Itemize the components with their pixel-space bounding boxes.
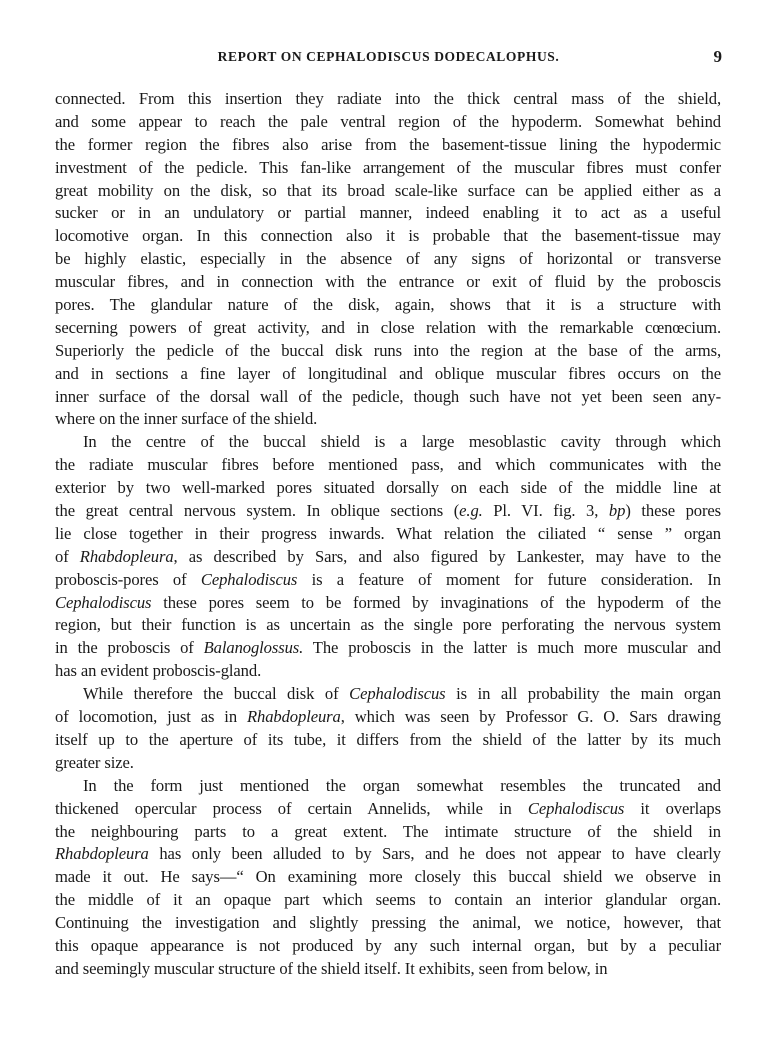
text-line (55, 340, 721, 363)
text-segment: ) these pores (625, 501, 722, 521)
text-line (55, 912, 721, 935)
text-line (55, 866, 721, 889)
text-segment: region, but their function is as uncertain as the single pore perforating the nervous system (55, 615, 721, 635)
text-segment: inner surface of the dorsal wall of the pedicle, though such have not yet been seen any- (55, 386, 721, 406)
text-line (55, 637, 721, 660)
text-line (55, 363, 721, 386)
italic-term: Cephalodiscus (200, 569, 298, 589)
text-line (55, 775, 721, 798)
italic-term: e.g. (459, 501, 483, 521)
text-segment: , as described by Sars, and also figured by Lankester, may have to the (173, 546, 722, 566)
italic-term: Rhabdopleura (246, 707, 341, 727)
text-segment: the middle of it an opaque part which seems to contain an interior glandular organ. (55, 890, 721, 910)
text-line (55, 157, 721, 180)
text-segment: , which was seen by Professor G. O. Sars drawing (340, 707, 721, 727)
italic-term: Balanoglossus. (203, 638, 304, 658)
text-line (55, 752, 721, 775)
text-segment: of locomotion, just as in (55, 707, 247, 727)
italic-term: Cephalodiscus (349, 684, 446, 704)
text-segment: in the proboscis of (55, 638, 204, 658)
text-segment: where on the inner surface of the shield. (55, 409, 318, 429)
text-segment: Pl. VI. fig. 3, (482, 501, 609, 521)
text-line (55, 431, 721, 454)
text-line (55, 843, 721, 866)
italic-term: Rhabdopleura (55, 844, 149, 864)
text-line (55, 523, 721, 546)
text-line (55, 706, 721, 729)
text-segment: has only been alluded to by Sars, and he does not appear to have clearly (148, 844, 721, 864)
text-segment: this opaque appearance is not produced by any such internal organ, but by a peculiar (55, 935, 721, 955)
italic-term: Cephalodiscus (55, 592, 152, 612)
text-segment: pores. The glandular nature of the disk, again, shows that it is a structure with (55, 295, 721, 315)
text-line (55, 408, 721, 431)
text-segment: and some appear to reach the pale ventral region of the hypoderm. Somewhat behind (55, 111, 721, 131)
paragraph (55, 431, 721, 683)
text-segment: of (55, 546, 80, 566)
text-line (55, 683, 721, 706)
text-line (55, 271, 721, 294)
text-line (55, 294, 721, 317)
text-line (55, 134, 721, 157)
text-line (55, 821, 721, 844)
text-line (55, 225, 721, 248)
text-segment: lie close together in their progress inwards. What relation the ciliated “ sense ” organ (55, 523, 721, 543)
text-segment: the neighbouring parts to a great extent. The intimate structure of the shield in (55, 821, 721, 841)
text-segment: made it out. He says—“ On examining more closely this buccal shield we observe in (55, 867, 721, 887)
text-segment: The proboscis in the latter is much more muscular and (303, 638, 721, 658)
paragraph (55, 683, 721, 775)
text-line (55, 317, 721, 340)
running-title: REPORT ON CEPHALODISCUS DODECALOPHUS. (217, 49, 560, 64)
text-segment: is a feature of moment for future consideration. In (297, 569, 721, 589)
text-line (55, 386, 721, 409)
text-segment: thickened opercular process of certain Annelids, while in (55, 798, 528, 818)
text-segment: the former region the fibres also arise from the basement-tissue lining the hypodermic (55, 134, 721, 154)
paragraph (55, 88, 721, 431)
text-segment: In the form just mentioned the organ somewhat resembles the truncated and (83, 775, 721, 795)
text-segment: Superiorly the pedicle of the buccal disk runs into the region at the base of the arms, (55, 340, 721, 360)
text-segment: greater size. (55, 752, 134, 772)
page-number: 9 (713, 47, 722, 66)
text-line (55, 614, 721, 637)
text-segment: and in sections a fine layer of longitudinal and oblique muscular fibres occurs on the (55, 363, 721, 383)
text-line (55, 729, 721, 752)
text-line (55, 111, 721, 134)
text-line (55, 798, 721, 821)
text-line (55, 660, 721, 683)
text-segment: locomotive organ. In this connection also it is probable that the basement-tissue may (55, 226, 721, 246)
text-segment: In the centre of the buccal shield is a large mesoblastic cavity through which (83, 432, 721, 452)
text-line (55, 477, 721, 500)
text-segment: sucker or in an undulatory or partial manner, indeed enabling it to act as a useful (55, 203, 721, 223)
running-header (55, 49, 722, 69)
text-segment: itself up to the aperture of its tube, it differs from the shield of the latter by its much (55, 729, 721, 749)
text-segment: these pores seem to be formed by invaginations of the hypoderm of the (151, 592, 721, 612)
text-segment: is in all probability the main organ (445, 684, 721, 704)
text-line (55, 958, 721, 981)
text-segment: proboscis-pores of (55, 569, 201, 589)
italic-term: bp (608, 501, 626, 521)
text-line (55, 500, 721, 523)
text-segment: great mobility on the disk, so that its broad scale-like surface can be applied either as a (55, 180, 721, 200)
text-line (55, 88, 721, 111)
text-line (55, 592, 721, 615)
text-segment: While therefore the buccal disk of (83, 684, 350, 704)
body-text (55, 88, 721, 981)
text-line (55, 546, 721, 569)
text-line (55, 889, 721, 912)
text-segment: be highly elastic, especially in the absence of any signs of horizontal or transverse (55, 249, 721, 269)
text-segment: connected. From this insertion they radiate into the thick central mass of the shield, (55, 89, 721, 108)
text-segment: it overlaps (624, 798, 721, 818)
text-segment: has an evident proboscis-gland. (55, 661, 262, 681)
italic-term: Rhabdopleura (79, 546, 174, 566)
text-segment: and seemingly muscular structure of the shield itself. It exhibits, seen from below, in (55, 958, 608, 978)
text-segment: the radiate muscular fibres before mentioned pass, and which communicates with the (55, 455, 721, 475)
text-segment: the great central nervous system. In oblique sections ( (55, 501, 460, 521)
text-line (55, 202, 721, 225)
text-segment: muscular fibres, and in connection with the entrance or exit of fluid by the proboscis (55, 272, 721, 292)
text-segment: Continuing the investigation and slightly pressing the animal, we notice, however, that (55, 913, 721, 933)
text-segment: investment of the pedicle. This fan-like arrangement of the muscular fibres must confer (55, 157, 721, 177)
text-segment: secerning powers of great activity, and in close relation with the remarkable cœnœcium. (55, 317, 721, 337)
text-line (55, 248, 721, 271)
text-line (55, 935, 721, 958)
text-segment: exterior by two well-marked pores situated dorsally on each side of the middle line at (55, 478, 721, 498)
text-line (55, 569, 721, 592)
text-line (55, 180, 721, 203)
text-line (55, 454, 721, 477)
italic-term: Cephalodiscus (527, 798, 625, 818)
paragraph (55, 775, 721, 981)
